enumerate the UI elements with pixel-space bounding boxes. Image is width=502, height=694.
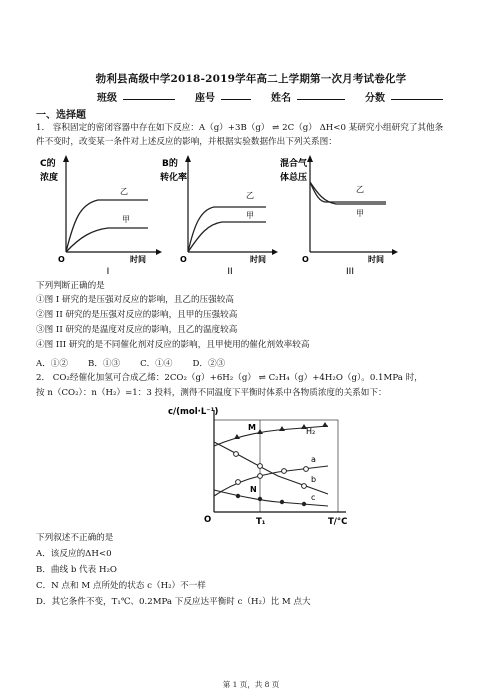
graph-2 bbox=[160, 155, 278, 276]
curve-b-label: b bbox=[311, 475, 317, 484]
q1-statement-1: ①图 I 研究的是压强对反应的影响，且乙的压强较高 bbox=[36, 295, 234, 305]
score-blank[interactable] bbox=[391, 89, 443, 100]
seat-label: 座号 bbox=[195, 93, 215, 104]
graph-1-ylabel1: C的 bbox=[40, 159, 56, 169]
q1-option-c[interactable]: C．①④ bbox=[140, 359, 173, 369]
student-info-row bbox=[97, 89, 443, 104]
graph-3-label-upper: 乙 bbox=[356, 185, 364, 194]
graph-3-ylabel1: 混合气 bbox=[280, 159, 308, 169]
graph-3 bbox=[280, 155, 398, 276]
graph-1-curve-lower bbox=[66, 228, 148, 252]
graph-3-roman: III bbox=[346, 267, 354, 276]
q1-option-a[interactable]: A．①② bbox=[36, 359, 68, 369]
graph-2-ylabel2: 转化率 bbox=[160, 173, 188, 183]
q1-option-b[interactable]: B．①③ bbox=[88, 359, 121, 369]
graph-3-origin: O bbox=[302, 255, 309, 264]
graph-1-label-upper: 乙 bbox=[120, 187, 128, 196]
curve-h2-label: H₂ bbox=[306, 427, 316, 436]
graph-3-label-lower: 甲 bbox=[356, 209, 364, 218]
q1-graphs bbox=[38, 152, 398, 276]
q2-graph-frame bbox=[214, 420, 338, 512]
name-label: 姓名 bbox=[271, 93, 291, 104]
section-heading: 一、选择题 bbox=[36, 110, 86, 121]
q1-options bbox=[36, 357, 225, 369]
graph-2-curve-upper bbox=[188, 207, 266, 252]
graph-1-curve-upper bbox=[66, 200, 148, 252]
graph-2-label-upper: 乙 bbox=[246, 191, 254, 200]
graph-1-ylabel2: 浓度 bbox=[40, 173, 59, 183]
point-n-label: N bbox=[250, 485, 257, 494]
graph-1-roman: I bbox=[106, 267, 110, 276]
q1-statement-3: ③图 II 研究的是温度对反应的影响，且乙的温度较高 bbox=[36, 325, 238, 335]
seat-blank[interactable] bbox=[221, 89, 251, 100]
graph-3-xlabel: 时间 bbox=[368, 255, 384, 264]
point-m-label: M bbox=[248, 423, 256, 432]
q2-xlabel: T/°C bbox=[328, 517, 348, 527]
q1-prompt: 下列判断正确的是 bbox=[36, 281, 105, 291]
graph-1 bbox=[40, 155, 162, 276]
name-blank[interactable] bbox=[297, 89, 345, 100]
graph-2-ylabel1: B的 bbox=[162, 159, 178, 169]
curve-c-label: c bbox=[311, 493, 316, 502]
graph-3-ylabel2: 体总压 bbox=[280, 173, 308, 183]
q2-stem-line1: 2． CO₂经催化加氢可合成乙烯：2CO₂（g）+6H₂（g） ⇌ C₂H₄（g）+4H₂O（g）。0.1MPa 时， bbox=[36, 373, 423, 383]
q1-statement-2: ②图 II 研究的是压强对反应的影响，且甲的压强较高 bbox=[36, 310, 238, 320]
curve-a-label: a bbox=[311, 455, 316, 464]
q2-t1-label: T₁ bbox=[256, 517, 266, 527]
q2-prompt: 下列叙述不正确的是 bbox=[36, 533, 114, 543]
exam-title: 勃利县高级中学2018-2019学年高二上学期第一次月考试卷化学 bbox=[95, 73, 407, 85]
q2-option-d[interactable]: D．其它条件不变，T₁℃、0.2MPa 下反应达平衡时 c（H₂）比 M 点大 bbox=[36, 597, 311, 607]
graph-3-curve-lower bbox=[310, 182, 386, 202]
q1-statement-4: ④图 III 研究的是不同催化剂对反应的影响，且甲使用的催化剂效率较高 bbox=[36, 340, 310, 350]
q2-graph bbox=[168, 400, 368, 528]
q2-option-b[interactable]: B．曲线 b 代表 H₂O bbox=[36, 565, 117, 575]
graph-1-xlabel: 时间 bbox=[130, 255, 146, 264]
graph-2-curve-lower bbox=[188, 222, 266, 252]
q2-stem-line2: 按 n（CO₂）：n（H₂）=1：3 投料，测得不同温度下平衡时体系中各物质浓度的关系如下： bbox=[36, 388, 387, 398]
graph-1-origin: O bbox=[58, 255, 65, 264]
q2-option-c[interactable]: C．N 点和 M 点所处的状态 c（H₂）不一样 bbox=[36, 581, 206, 591]
q1-stem-line2: 件不变时，改变某一条件对上述反应的影响，并根据实验数据作出下列关系图： bbox=[36, 137, 337, 147]
graph-2-label-lower: 甲 bbox=[246, 211, 254, 220]
graph-2-roman: II bbox=[227, 267, 233, 276]
class-label: 班级 bbox=[97, 93, 117, 104]
q2-ylabel: c/(mol·L⁻¹) bbox=[168, 407, 219, 417]
q2-option-a[interactable]: A．该反应的ΔH<0 bbox=[36, 549, 112, 559]
page-footer: 第 1 页，共 8 页 bbox=[222, 680, 280, 689]
graph-1-label-lower: 甲 bbox=[122, 215, 130, 224]
q2-origin: O bbox=[204, 515, 212, 525]
score-label: 分数 bbox=[365, 93, 385, 104]
q1-stem-line1: 1． 容积固定的密闭容器中存在如下反应：A（g）+3B（g） ⇌ 2C（g） ΔH<0 某研究小组研究了其他条 bbox=[36, 123, 444, 133]
class-blank[interactable] bbox=[123, 89, 175, 100]
q1-option-d[interactable]: D．②③ bbox=[192, 359, 226, 369]
graph-2-xlabel: 时间 bbox=[250, 255, 266, 264]
graph-2-origin: O bbox=[180, 255, 187, 264]
